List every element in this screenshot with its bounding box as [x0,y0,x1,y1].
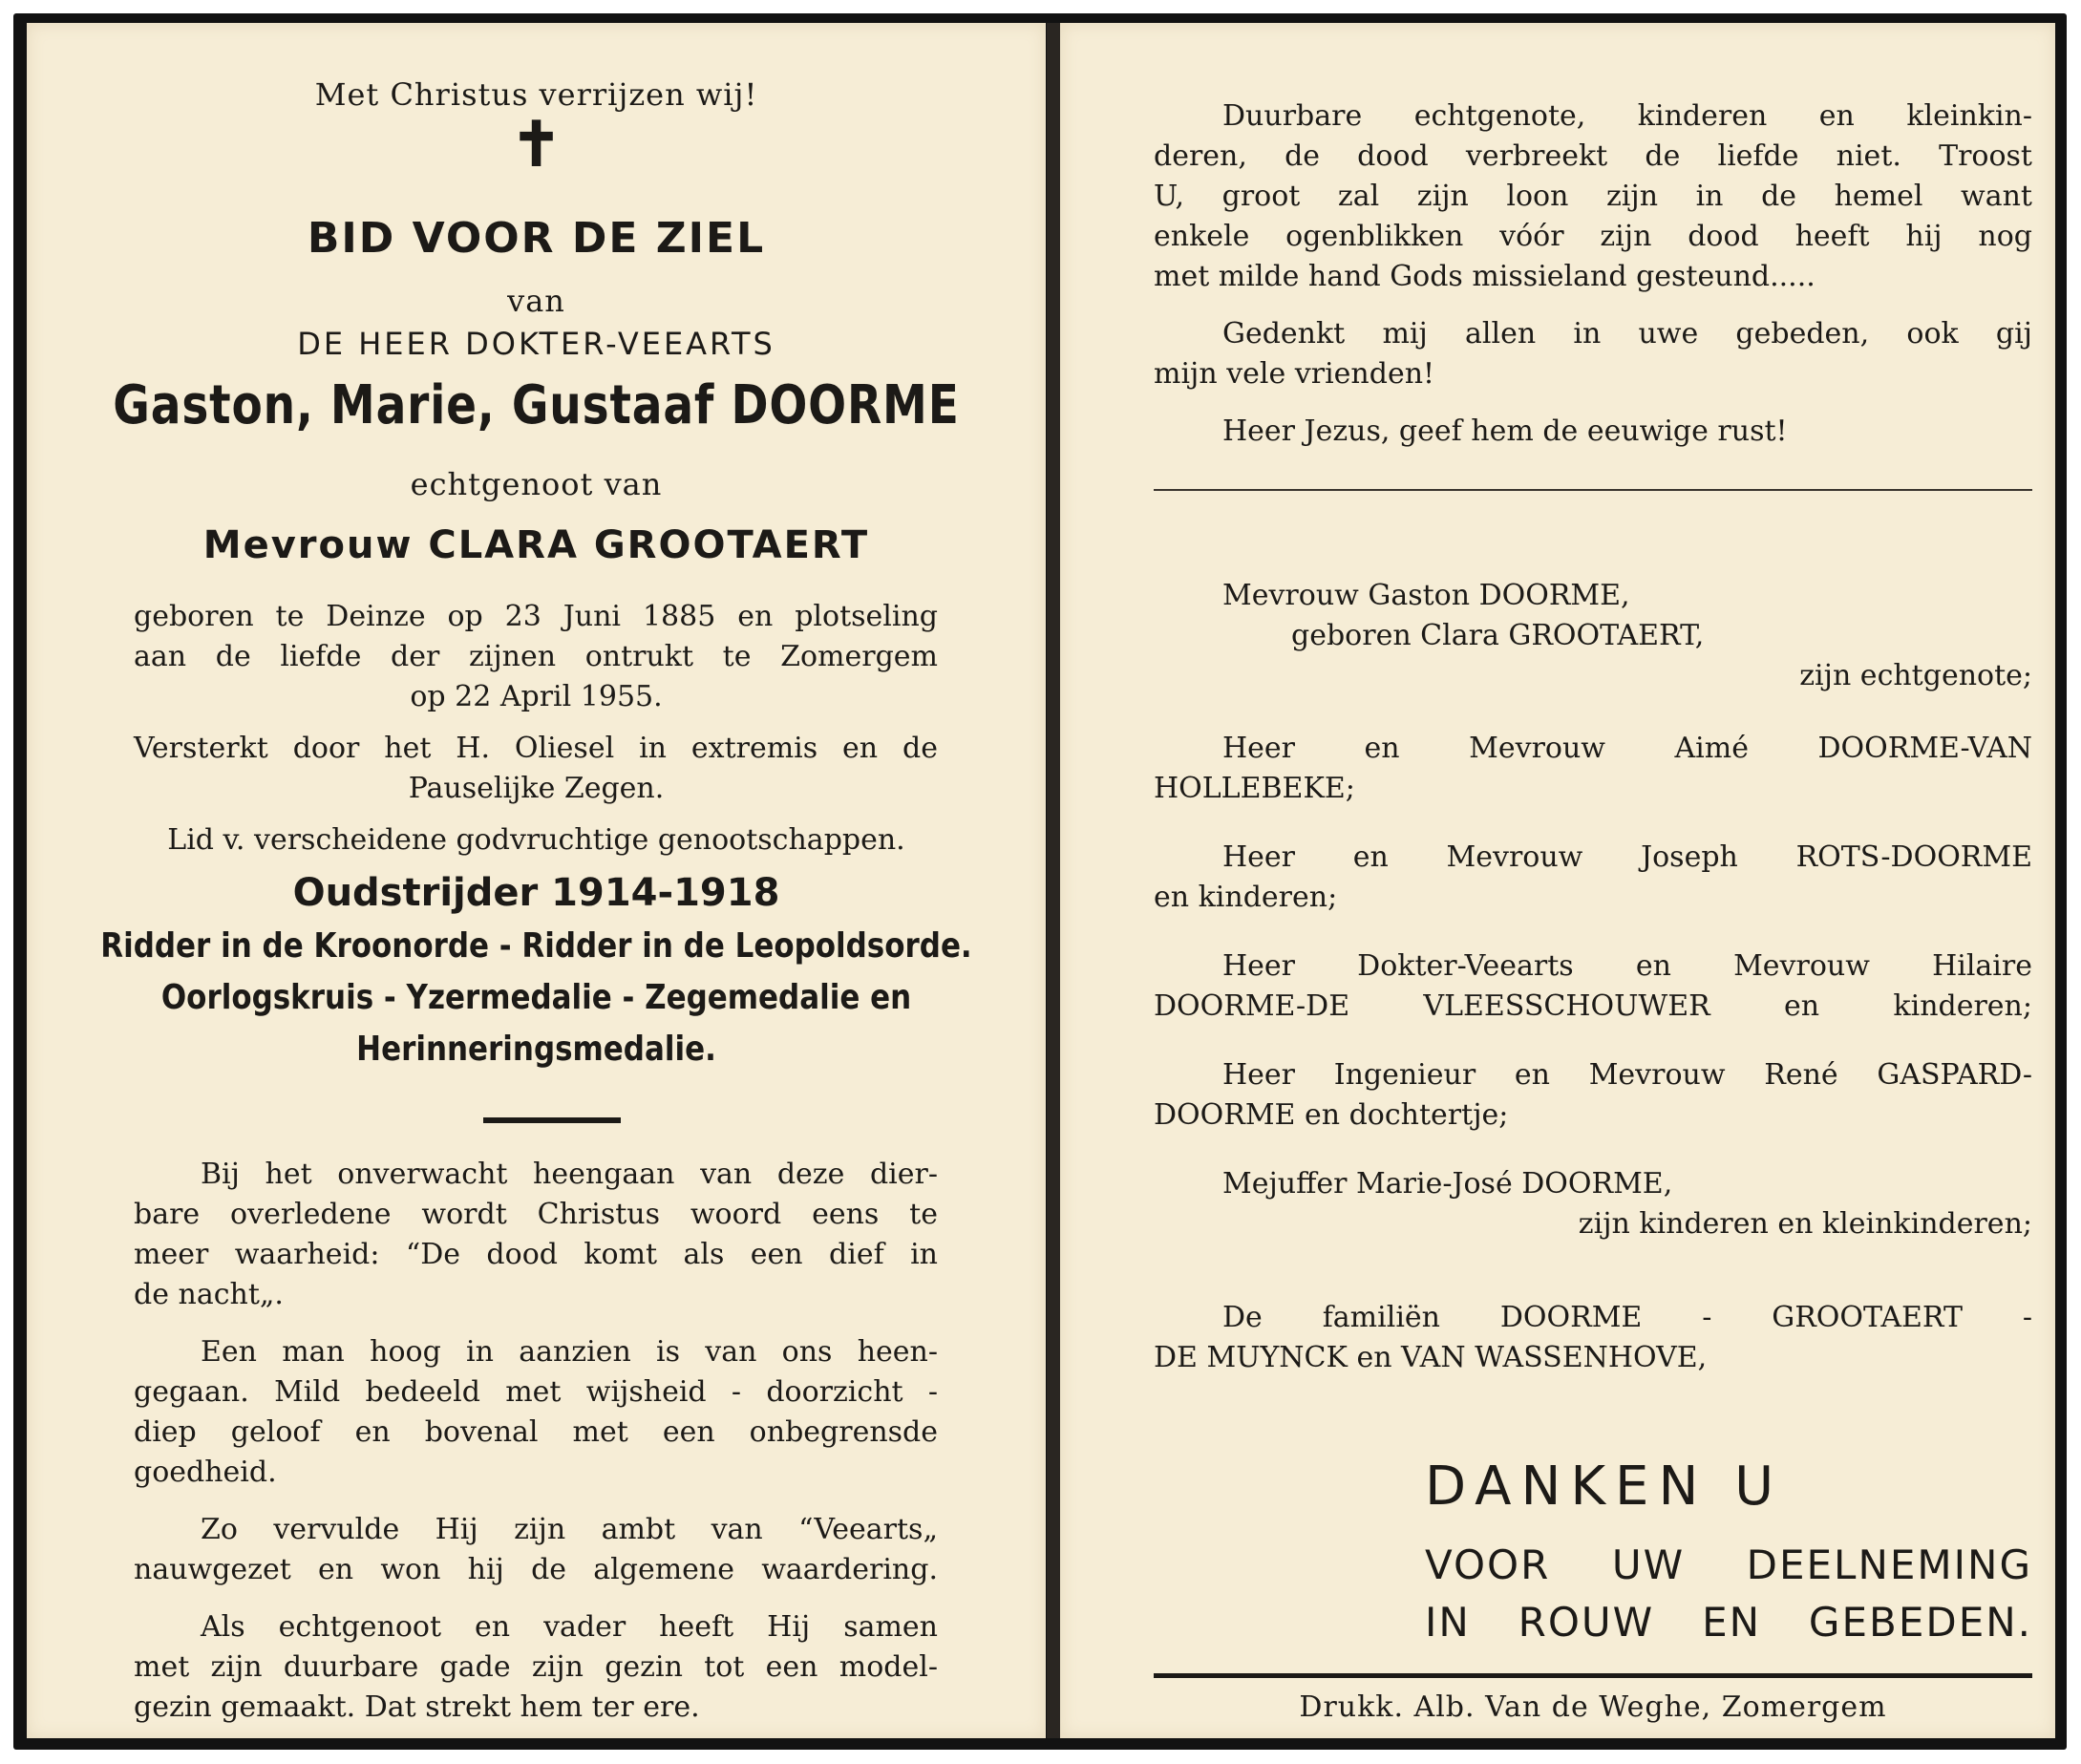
cross-icon: ✝ [510,109,563,181]
right-page [1060,23,2055,1738]
spouse-name: Mevrouw CLARA GROOTAERT [202,523,870,567]
divider [1154,1673,2032,1678]
paragraph-line: meer waarheid: “De dood komt als een dief in [134,1238,938,1271]
divider [483,1117,621,1123]
divider [1154,489,2032,491]
thanks-heading: DANKEN U [1425,1456,1784,1518]
printer-credit: Drukk. Alb. Van de Weghe, Zomergem [1299,1690,1887,1724]
veteran-line: Oudstrijder 1914-1918 [292,871,780,915]
left-page [27,23,1046,1738]
family-line: Heer Dokter-Veearts en Mevrouw Hilaire [1222,949,2032,983]
paragraph-line: Als echtgenoot en vader heeft Hij samen [201,1610,938,1644]
paragraph-line: de nacht„. [134,1278,284,1311]
family-line: Heer en Mevrouw Aimé DOORME-VAN [1222,732,2032,765]
honors-line: Oorlogskruis - Yzermedalie - Zegemedalie en [160,978,912,1017]
family-line: Mejuffer Marie-José DOORME, [1222,1167,1673,1201]
family-line: DOORME-DE VLEESSCHOUWER en kinderen; [1154,989,2032,1023]
family-line: zijn kinderen en kleinkinderen; [1578,1207,2032,1241]
paragraph-line: deren, de dood verbreekt de liefde niet. Troost [1154,139,2032,173]
van-label: van [507,283,565,319]
family-line: Heer Ingenieur en Mevrouw René GASPARD- [1222,1058,2032,1092]
memorial-card [13,13,2067,1750]
paragraph-line: U, groot zal zijn loon zijn in de hemel want [1154,180,2032,213]
paragraph-line: gezin gemaakt. Dat strekt hem ter ere. [134,1690,700,1724]
sacrament-line: Pauselijke Zegen. [408,772,665,805]
deceased-name: Gaston, Marie, Gustaaf DOORME [113,374,960,436]
family-line: De familiën DOORME - GROOTAERT - [1222,1301,2032,1334]
paragraph-line: bare overledene wordt Christus woord eens te [134,1198,938,1231]
paragraph-line: Heer Jezus, geef hem de eeuwige rust! [1222,414,1788,448]
card-fold [1047,23,1060,1738]
birth-line: geboren te Deinze op 23 Juni 1885 en plotseling [134,600,938,633]
thanks-line: IN ROUW EN GEBEDEN. [1425,1599,2032,1646]
paragraph-line: Een man hoog in aanzien is van ons heen- [201,1335,938,1369]
heading: BID VOOR DE ZIEL [307,214,766,263]
membership: Lid v. verscheidene godvruchtige genootschappen. [167,823,905,857]
paragraph-line: Zo vervulde Hij zijn ambt van “Veearts„ [201,1513,938,1546]
honors-line: Herinneringsmedalie. [356,1030,716,1069]
birth-line: aan de liefde der zijnen ontrukt te Zomergem [134,640,938,673]
family-line: HOLLEBEKE; [1154,772,1355,805]
family-line: Mevrouw Gaston DOORME, [1222,579,1630,612]
paragraph-line: diep geloof en bovenal met een onbegrensde [134,1415,938,1449]
sacrament-line: Versterkt door het H. Oliesel in extremis en de [134,732,938,765]
paragraph-line: met zijn duurbare gade zijn gezin tot een model- [134,1650,938,1684]
paragraph-line: gegaan. Mild bedeeld met wijsheid - doorzicht - [134,1375,938,1409]
spouse-of: echtgenoot van [410,466,663,502]
deceased-title: DE HEER DOKTER-VEEARTS [297,326,775,362]
family-line: DOORME en dochtertje; [1154,1098,1509,1132]
paragraph-line: nauwgezet en won hij de algemene waardering. [134,1553,938,1586]
honors-line: Ridder in de Kroonorde - Ridder in de Leopoldsorde. [100,926,972,966]
family-line: en kinderen; [1154,881,1338,914]
family-line: geboren Clara GROOTAERT, [1291,619,1705,652]
paragraph-line: Duurbare echtgenote, kinderen en kleinkin- [1222,99,2032,133]
paragraph-line: Gedenkt mij allen in uwe gebeden, ook gij [1222,317,2032,351]
thanks-line: VOOR UW DEELNEMING [1425,1541,2032,1588]
motto: Met Christus verrijzen wij! [314,76,758,113]
family-line: Heer en Mevrouw Joseph ROTS-DOORME [1222,840,2032,874]
paragraph-line: met milde hand Gods missieland gesteund..... [1154,260,1816,293]
paragraph-line: goedheid. [134,1456,277,1489]
paragraph-line: mijn vele vrienden! [1154,357,1435,391]
paragraph-line: Bij het onverwacht heengaan van deze dier- [201,1158,938,1191]
family-line: DE MUYNCK en VAN WASSENHOVE, [1154,1341,1708,1374]
family-line: zijn echtgenote; [1799,659,2032,692]
paragraph-line: enkele ogenblikken vóór zijn dood heeft hij nog [1154,220,2032,253]
death-line: op 22 April 1955. [410,680,663,713]
